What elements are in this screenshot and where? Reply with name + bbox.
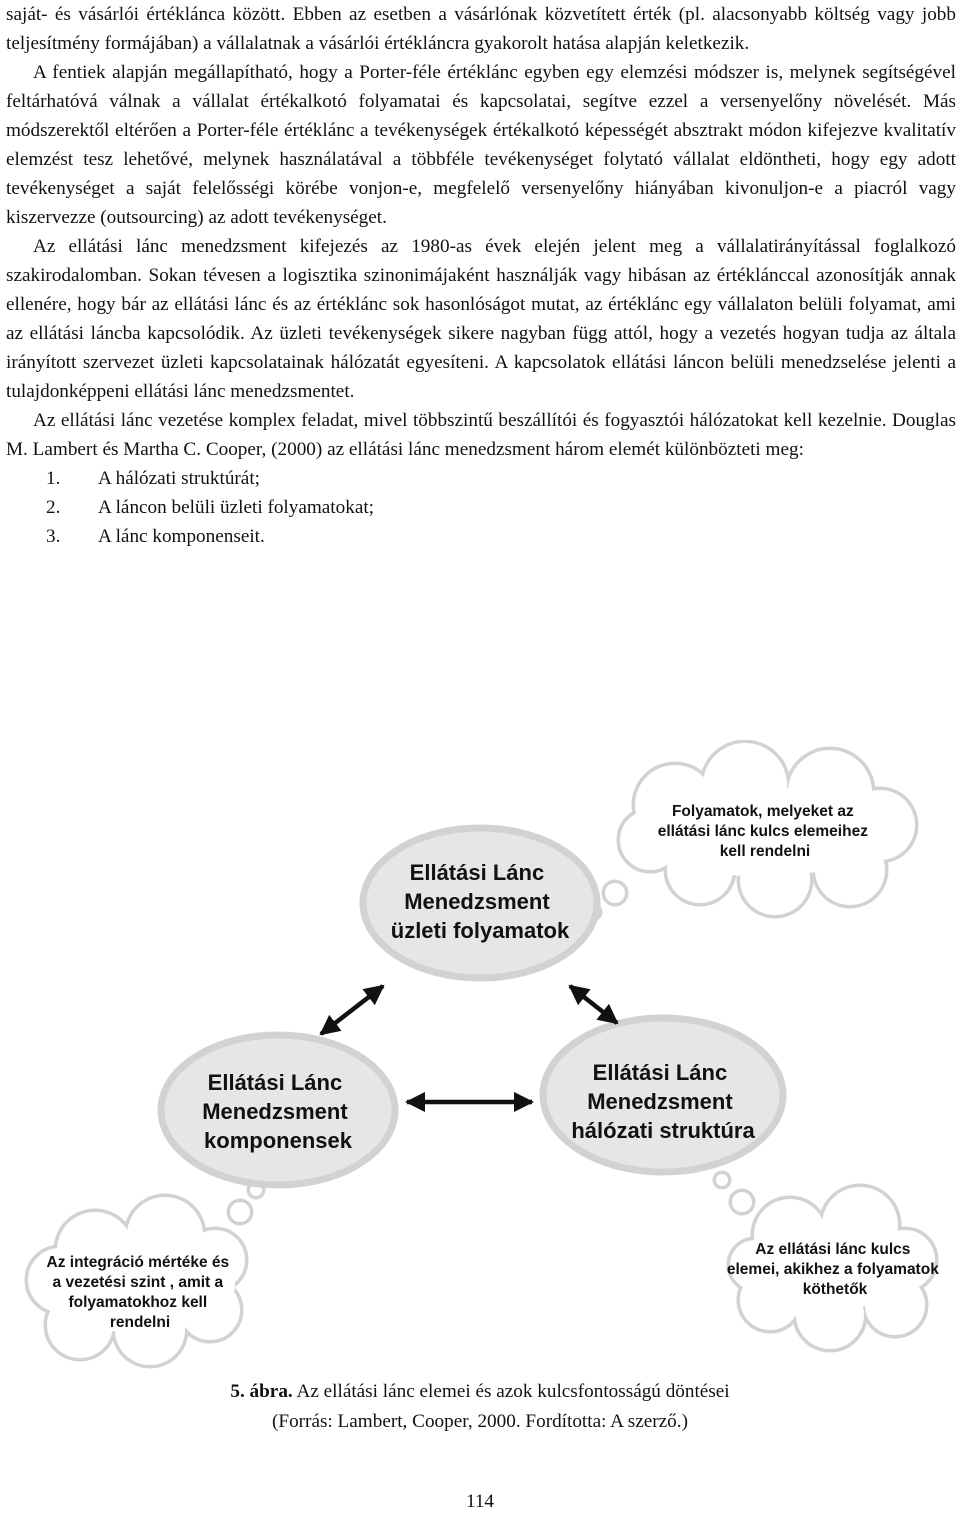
cloud-bottom-left-line-1: Az integráció mértéke és <box>46 1254 230 1271</box>
cloud-bottom-left-line-4: rendelni <box>109 1314 171 1331</box>
left-circle-line-1: Ellátási Lánc <box>207 1070 343 1095</box>
top-circle-line-2: Menedzsment <box>404 889 550 914</box>
top-circle-line-1: Ellátási Lánc <box>409 860 545 885</box>
arrow-processes-components <box>321 986 383 1034</box>
cloud-bottom-right <box>716 1174 943 1349</box>
caption-source: (Forrás: Lambert, Cooper, 2000. Fordította: A szerző.) <box>272 1411 688 1432</box>
right-circle-line-3: hálózati struktúra <box>571 1118 755 1143</box>
svg-text:Ellátási Lánc Menedzsmen <box>571 1060 755 1143</box>
cloud-bottom-left-line-2: a vezetési szint , amit a <box>52 1274 224 1291</box>
supply-chain-diagram <box>0 740 960 1370</box>
cloud-top-right-line-3: kell rendelni <box>719 843 811 860</box>
circle-network-structure <box>543 1018 783 1172</box>
list-item-text: A hálózati struktúrát; <box>98 468 260 489</box>
right-circle-line-1: Ellátási Lánc <box>592 1060 728 1085</box>
cloud-top-right-line-2: ellátási lánc kulcs elemeihez <box>657 823 868 840</box>
paragraph-1: saját- és vásárlói értéklánca között. Ebben az esetben a vásárlónak közvetített érték (pl. alacsonyabb költség vagy jobb teljesítmény formájában) a vállalatnak a vásárlói értékláncra gyakorolt hatása alapján keletkezik. <box>6 4 956 54</box>
circle-business-processes <box>363 828 597 978</box>
cloud-bottom-right-line-2: elemei, akikhez a folyamatok <box>726 1261 939 1278</box>
paragraph-4: Az ellátási lánc vezetése komplex feladat, mivel többszintű beszállítói és fogyasztói hálózatokat kell kezelnie. Douglas M. Lambert és Martha C. Cooper, (2000) az ellátási lánc menedzsment három elemét különbözteti meg: <box>6 410 956 460</box>
list-item <box>46 464 956 493</box>
list-item-number: 2. <box>46 497 61 518</box>
element-list <box>6 464 956 551</box>
cloud-top-right-line-1: Folyamatok, melyeket az <box>671 803 854 820</box>
list-item-number: 1. <box>46 468 61 489</box>
cloud-bottom-right-line-3: köthetők <box>802 1281 868 1298</box>
top-circle-line-3: üzleti folyamatok <box>390 918 570 943</box>
cloud-bottom-left <box>28 1184 262 1365</box>
list-item-number: 3. <box>46 526 61 547</box>
cloud-top-right <box>587 743 915 918</box>
cloud-bottom-left-line-3: folyamatokhoz kell <box>68 1294 208 1311</box>
caption-title: Az ellátási lánc elemei és azok kulcsfontosságú döntései <box>296 1381 730 1402</box>
list-item-text: A lánc komponenseit. <box>98 526 265 547</box>
figure-caption <box>0 1377 960 1437</box>
left-circle-line-3: komponensek <box>204 1128 352 1153</box>
paragraph-3: Az ellátási lánc menedzsment kifejezés az 1980-as évek elején jelent meg a vállalatirányítással foglalkozó szakirodalomban. Sokan tévesen a logisztika szinonimájaként használják vagy hibásan az értéklánccal azonosítják annak ellenére, hogy bár az ellátási lánc és az értéklánc sok hasonlóságot mutat, az értéklánc egy vállalaton belüli folyamat, ami az ellátási láncba kapcsolódik. Az üzleti tevékenységek sikere nagyban függ attól, hogy a vezetés hogyan tudja az általa irányított szervezet üzleti kapcsolatainak hálózatát egyesíteni. A kapcsolatok ellátási láncon belüli menedzselése jelenti a tulajdonképpeni ellátási lánc menedzsmentet. <box>6 236 956 402</box>
svg-text:Ellátási Lánc Menedzsmen <box>391 860 570 943</box>
left-circle-line-2: Menedzsment <box>202 1099 348 1124</box>
list-item <box>46 522 956 551</box>
list-item-text: A láncon belüli üzleti folyamatokat; <box>98 497 375 518</box>
body-text <box>6 0 956 551</box>
circle-components <box>161 1035 395 1185</box>
list-item <box>46 493 956 522</box>
arrow-processes-network <box>570 986 617 1023</box>
right-circle-line-2: Menedzsment <box>587 1089 733 1114</box>
page-number: 114 <box>465 1491 495 1512</box>
cloud-bottom-right-line-1: Az ellátási lánc kulcs <box>755 1241 911 1258</box>
caption-label: 5. ábra. <box>230 1381 293 1402</box>
paragraph-2: A fentiek alapján megállapítható, hogy a Porter-féle értéklánc egyben egy elemzési módszer is, melynek segítségével feltárhatóvá válnak a vállalat értékalkotó folyamatai és kapcsolatai, segítve ezzel a versenyelőny növelését. Más módszerektől eltérően a Porter-féle értéklánc a tevékenységek értékalkotó képességét absztrakt módon kifejezve kvalitatív elemzést tesz lehetővé, melynek használatával a többféle tevékenységet folytató vállalat eldöntheti, hogy egy adott tevékenységet a saját felelősségi körébe vonjon-e, megfelelő versenyelőny hiányában kivonuljon-e a piacról vagy kiszervezze (outsourcing) az adott tevékenységet. <box>6 62 956 228</box>
svg-text:Ellátási Lánc Menedzsmen <box>202 1070 354 1153</box>
